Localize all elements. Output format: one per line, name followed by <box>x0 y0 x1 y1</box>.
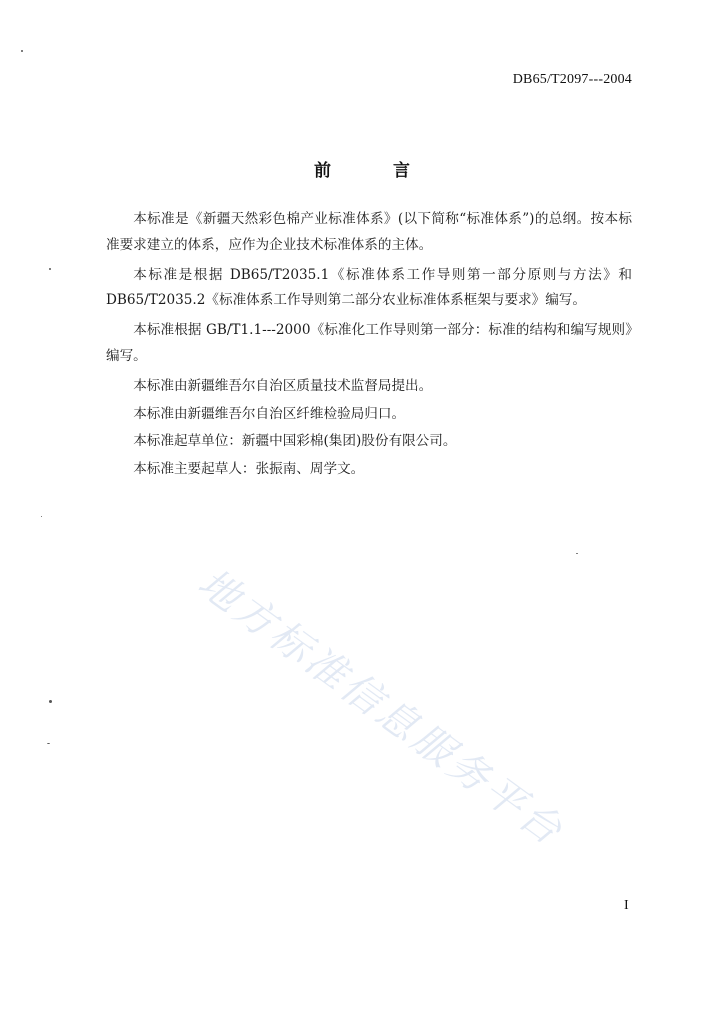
scan-speck <box>576 553 578 554</box>
paragraph-7: 本标准主要起草人：张振南、周学文。 <box>133 461 365 478</box>
paragraph-6: 本标准起草单位：新疆中国彩棉(集团)股份有限公司。 <box>133 433 457 450</box>
foreword-body <box>106 207 632 485</box>
title-char-1: 前 <box>314 161 331 181</box>
paragraph-4: 本标准由新疆维吾尔自治区质量技术监督局提出。 <box>133 377 433 394</box>
paragraph-2: 本标准是根据 DB65/T2035.1《标准体系工作导则第一部分原则与方法》和DB65/T2035.2《标准体系工作导则第二部分农业标准体系框架与要求》编写。 <box>106 266 632 309</box>
scan-speck <box>47 743 50 744</box>
title-char-2: 言 <box>393 161 410 181</box>
scan-speck <box>49 700 52 703</box>
page-number: I <box>624 898 629 913</box>
page-title <box>0 156 724 181</box>
watermark: 地方标准信息服务平台 <box>189 559 573 856</box>
scan-speck <box>41 516 42 517</box>
paragraph-1: 本标准是《新疆天然彩色棉产业标准体系》(以下简称“标准体系”)的总纲。按本标准要求建立的体系，应作为企业技术标准体系的主体。 <box>106 211 632 253</box>
scan-speck <box>49 268 51 270</box>
document-code: DB65/T2097---2004 <box>512 72 632 87</box>
scan-speck <box>21 50 23 52</box>
paragraph-3: 本标准根据 GB/T1.1---2000《标准化工作导则第一部分：标准的结构和编写规则》编写。 <box>106 322 632 364</box>
paragraph-5: 本标准由新疆维吾尔自治区纤维检验局归口。 <box>133 405 406 422</box>
